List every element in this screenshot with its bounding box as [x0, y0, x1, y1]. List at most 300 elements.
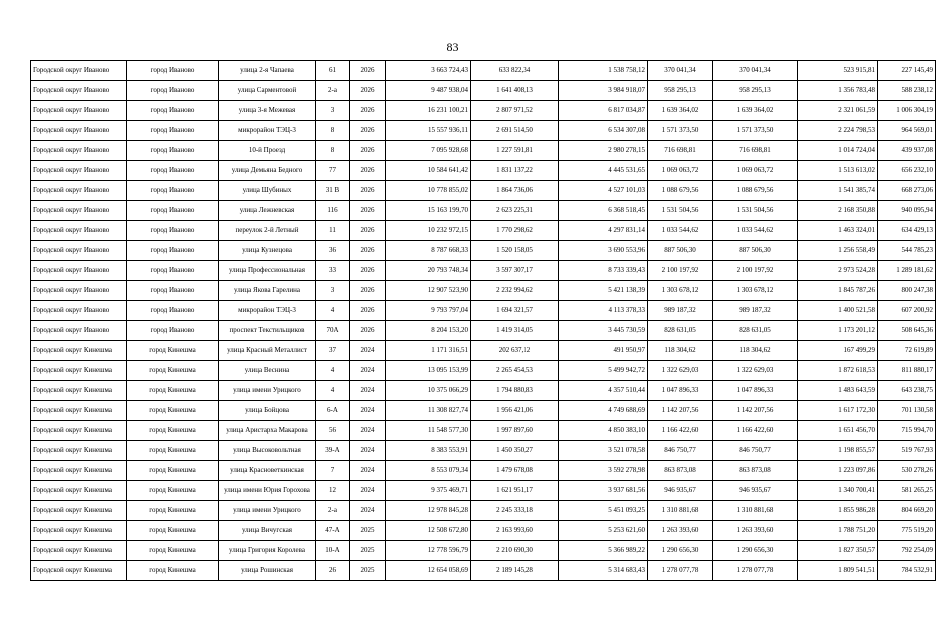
- cell-value-2: 1 770 298,62: [471, 221, 559, 241]
- cell-total-cost: 10 232 972,15: [386, 221, 471, 241]
- table-row: [31, 541, 936, 561]
- cell-value-6: 1 223 097,86: [798, 461, 878, 481]
- cell-street: улица имени Урицкого: [219, 381, 316, 401]
- cell-value-2: 1 794 880,83: [471, 381, 559, 401]
- cell-value-3: 5 451 093,25: [559, 501, 648, 521]
- cell-okrug: Городской округ Кинешма: [31, 421, 127, 441]
- table-body: [31, 61, 936, 581]
- cell-street: улица Рошинская: [219, 561, 316, 581]
- cell-house: 4: [316, 301, 350, 321]
- cell-house: 4: [316, 361, 350, 381]
- cell-house: 3: [316, 101, 350, 121]
- cell-city: город Кинешма: [127, 461, 219, 481]
- cell-house: 3: [316, 281, 350, 301]
- cell-value-6: 1 173 201,12: [798, 321, 878, 341]
- cell-house: 77: [316, 161, 350, 181]
- cell-value-6: 2 973 524,28: [798, 261, 878, 281]
- cell-value-7: 715 994,70: [878, 421, 936, 441]
- cell-okrug: Городской округ Кинешма: [31, 501, 127, 521]
- cell-house: 37: [316, 341, 350, 361]
- cell-total-cost: 12 654 058,69: [386, 561, 471, 581]
- cell-value-7: 656 232,10: [878, 161, 936, 181]
- cell-value-7: 940 095,94: [878, 201, 936, 221]
- cell-house: 26: [316, 561, 350, 581]
- cell-value-5: 958 295,13: [713, 81, 798, 101]
- cell-value-6: 1 198 855,57: [798, 441, 878, 461]
- cell-value-4: 1 639 364,02: [648, 101, 713, 121]
- cell-okrug: Городской округ Иваново: [31, 201, 127, 221]
- cell-total-cost: 8 383 553,91: [386, 441, 471, 461]
- cell-okrug: Городской округ Иваново: [31, 321, 127, 341]
- cell-year: 2026: [350, 181, 386, 201]
- cell-okrug: Городской округ Иваново: [31, 61, 127, 81]
- cell-value-5: 1 033 544,62: [713, 221, 798, 241]
- table-row: [31, 61, 936, 81]
- cell-value-2: 2 623 225,31: [471, 201, 559, 221]
- cell-year: 2026: [350, 101, 386, 121]
- cell-street: улица Аристарха Макарова: [219, 421, 316, 441]
- cell-value-4: 118 304,62: [648, 341, 713, 361]
- cell-total-cost: 8 787 668,33: [386, 241, 471, 261]
- cell-value-6: 1 463 324,01: [798, 221, 878, 241]
- cell-city: город Иваново: [127, 241, 219, 261]
- cell-value-2: 2 210 690,30: [471, 541, 559, 561]
- cell-house: 47-А: [316, 521, 350, 541]
- cell-value-4: 1 069 063,72: [648, 161, 713, 181]
- cell-house: 70А: [316, 321, 350, 341]
- cell-total-cost: 1 171 316,51: [386, 341, 471, 361]
- cell-value-2: 1 520 158,05: [471, 241, 559, 261]
- cell-city: город Кинешма: [127, 501, 219, 521]
- cell-value-6: 1 256 558,49: [798, 241, 878, 261]
- cell-value-5: 1 322 629,03: [713, 361, 798, 381]
- cell-value-4: 1 166 422,60: [648, 421, 713, 441]
- cell-city: город Кинешма: [127, 401, 219, 421]
- cell-value-7: 800 247,38: [878, 281, 936, 301]
- cell-value-7: 588 238,12: [878, 81, 936, 101]
- cell-value-7: 607 200,92: [878, 301, 936, 321]
- cell-year: 2026: [350, 261, 386, 281]
- cell-okrug: Городской округ Кинешма: [31, 481, 127, 501]
- cell-total-cost: 12 778 596,79: [386, 541, 471, 561]
- table-row: [31, 201, 936, 221]
- cell-house: 12: [316, 481, 350, 501]
- cell-value-4: 716 698,81: [648, 141, 713, 161]
- cell-street: улица Григория Королева: [219, 541, 316, 561]
- cell-value-2: 3 597 307,17: [471, 261, 559, 281]
- cell-total-cost: 15 557 936,11: [386, 121, 471, 141]
- cell-value-2: 2 163 993,60: [471, 521, 559, 541]
- table-row: [31, 461, 936, 481]
- cell-value-7: 439 937,08: [878, 141, 936, 161]
- cell-total-cost: 7 095 928,68: [386, 141, 471, 161]
- cell-value-5: 863 873,08: [713, 461, 798, 481]
- cell-value-6: 1 845 787,26: [798, 281, 878, 301]
- cell-value-5: 1 069 063,72: [713, 161, 798, 181]
- cell-year: 2024: [350, 361, 386, 381]
- cell-value-4: 1 047 896,33: [648, 381, 713, 401]
- cell-street: улица Шубиных: [219, 181, 316, 201]
- cell-value-3: 3 521 078,58: [559, 441, 648, 461]
- cell-value-7: 581 265,25: [878, 481, 936, 501]
- cell-year: 2026: [350, 221, 386, 241]
- cell-value-6: 1 617 172,30: [798, 401, 878, 421]
- cell-year: 2026: [350, 141, 386, 161]
- cell-value-2: 1 694 321,57: [471, 301, 559, 321]
- cell-value-6: 1 340 700,41: [798, 481, 878, 501]
- table-row: [31, 361, 936, 381]
- table-row: [31, 121, 936, 141]
- cell-value-2: 2 189 145,28: [471, 561, 559, 581]
- table-row: [31, 161, 936, 181]
- cell-year: 2025: [350, 541, 386, 561]
- cell-city: город Кинешма: [127, 381, 219, 401]
- cell-value-3: 5 366 989,22: [559, 541, 648, 561]
- cell-value-4: 828 631,05: [648, 321, 713, 341]
- cell-total-cost: 10 778 855,02: [386, 181, 471, 201]
- page-number: 83: [446, 40, 459, 54]
- cell-street: улица Вичугская: [219, 521, 316, 541]
- cell-okrug: Городской округ Кинешма: [31, 401, 127, 421]
- cell-value-3: 4 749 688,69: [559, 401, 648, 421]
- cell-value-7: 643 238,75: [878, 381, 936, 401]
- cell-value-5: 118 304,62: [713, 341, 798, 361]
- table-row: [31, 221, 936, 241]
- cell-value-6: 1 809 541,51: [798, 561, 878, 581]
- cell-value-7: 701 130,58: [878, 401, 936, 421]
- cell-value-4: 863 873,08: [648, 461, 713, 481]
- cell-value-3: 2 980 278,15: [559, 141, 648, 161]
- cell-total-cost: 11 308 827,74: [386, 401, 471, 421]
- cell-street: микрорайон ТЭЦ-3: [219, 121, 316, 141]
- cell-street: улица имени Урицкого: [219, 501, 316, 521]
- cell-value-4: 1 322 629,03: [648, 361, 713, 381]
- cell-year: 2026: [350, 321, 386, 341]
- cell-value-6: 1 855 986,28: [798, 501, 878, 521]
- cell-value-7: 775 519,20: [878, 521, 936, 541]
- cell-street: улица Профессиональная: [219, 261, 316, 281]
- cell-year: 2024: [350, 381, 386, 401]
- cell-okrug: Городской округ Иваново: [31, 101, 127, 121]
- cell-value-5: 2 100 197,92: [713, 261, 798, 281]
- cell-street: микрорайон ТЭЦ-3: [219, 301, 316, 321]
- cell-value-4: 887 506,30: [648, 241, 713, 261]
- cell-value-6: 1 827 350,57: [798, 541, 878, 561]
- cell-city: город Кинешма: [127, 521, 219, 541]
- cell-value-3: 4 850 383,10: [559, 421, 648, 441]
- cell-total-cost: 12 508 672,80: [386, 521, 471, 541]
- cell-value-3: 5 314 683,43: [559, 561, 648, 581]
- cell-city: город Иваново: [127, 201, 219, 221]
- cell-street: улица 3-я Межевая: [219, 101, 316, 121]
- cell-value-3: 5 253 621,60: [559, 521, 648, 541]
- cell-year: 2026: [350, 81, 386, 101]
- cell-value-4: 1 033 544,62: [648, 221, 713, 241]
- cell-value-7: 1 289 181,62: [878, 261, 936, 281]
- table-row: [31, 261, 936, 281]
- cell-value-5: 1 142 207,56: [713, 401, 798, 421]
- cell-value-7: 227 145,49: [878, 61, 936, 81]
- cell-value-2: 1 641 408,13: [471, 81, 559, 101]
- table-row: [31, 441, 936, 461]
- cell-value-2: 2 265 454,53: [471, 361, 559, 381]
- cell-value-7: 792 254,09: [878, 541, 936, 561]
- cell-house: 4: [316, 381, 350, 401]
- cell-house: 11: [316, 221, 350, 241]
- cell-value-2: 2 245 333,18: [471, 501, 559, 521]
- cell-value-2: 2 807 971,52: [471, 101, 559, 121]
- cell-street: улица Лежневская: [219, 201, 316, 221]
- cell-year: 2026: [350, 201, 386, 221]
- cell-street: улица Красноветкинская: [219, 461, 316, 481]
- cell-year: 2026: [350, 161, 386, 181]
- cell-value-7: 634 429,13: [878, 221, 936, 241]
- cell-city: город Иваново: [127, 181, 219, 201]
- cell-year: 2026: [350, 121, 386, 141]
- cell-value-6: 1 014 724,04: [798, 141, 878, 161]
- cell-okrug: Городской округ Иваново: [31, 141, 127, 161]
- cell-value-4: 1 310 881,68: [648, 501, 713, 521]
- cell-value-2: 1 479 678,08: [471, 461, 559, 481]
- cell-value-7: 544 785,23: [878, 241, 936, 261]
- cell-city: город Кинешма: [127, 561, 219, 581]
- cell-value-4: 1 531 504,56: [648, 201, 713, 221]
- cell-value-4: 2 100 197,92: [648, 261, 713, 281]
- cell-city: город Иваново: [127, 141, 219, 161]
- cell-okrug: Городской округ Кинешма: [31, 541, 127, 561]
- cell-total-cost: 15 163 199,70: [386, 201, 471, 221]
- cell-okrug: Городской округ Иваново: [31, 261, 127, 281]
- cell-value-4: 370 041,34: [648, 61, 713, 81]
- cell-value-6: 167 499,29: [798, 341, 878, 361]
- cell-value-2: 1 831 137,22: [471, 161, 559, 181]
- cell-value-5: 846 750,77: [713, 441, 798, 461]
- table-row: [31, 101, 936, 121]
- cell-house: 8: [316, 141, 350, 161]
- cell-total-cost: 20 793 748,34: [386, 261, 471, 281]
- table-row: [31, 401, 936, 421]
- cell-value-5: 1 310 881,68: [713, 501, 798, 521]
- cell-okrug: Городской округ Иваново: [31, 301, 127, 321]
- cell-value-3: 8 733 339,43: [559, 261, 648, 281]
- cell-okrug: Городской округ Кинешма: [31, 521, 127, 541]
- cell-year: 2024: [350, 441, 386, 461]
- table-row: [31, 481, 936, 501]
- cell-value-6: 2 224 798,53: [798, 121, 878, 141]
- cell-year: 2026: [350, 61, 386, 81]
- cell-value-7: 508 645,36: [878, 321, 936, 341]
- cell-city: город Кинешма: [127, 541, 219, 561]
- table-row: [31, 181, 936, 201]
- cell-total-cost: 8 553 079,34: [386, 461, 471, 481]
- cell-value-6: 2 168 350,88: [798, 201, 878, 221]
- cell-value-7: 784 532,91: [878, 561, 936, 581]
- cell-value-3: 3 937 681,56: [559, 481, 648, 501]
- cell-city: город Иваново: [127, 81, 219, 101]
- cell-value-6: 1 872 618,53: [798, 361, 878, 381]
- cell-total-cost: 9 487 938,04: [386, 81, 471, 101]
- cell-house: 8: [316, 121, 350, 141]
- cell-value-6: 2 321 061,59: [798, 101, 878, 121]
- cell-okrug: Городской округ Иваново: [31, 161, 127, 181]
- cell-value-5: 1 047 896,33: [713, 381, 798, 401]
- cell-value-5: 1 290 656,30: [713, 541, 798, 561]
- cell-value-5: 887 506,30: [713, 241, 798, 261]
- table-row: [31, 281, 936, 301]
- cell-total-cost: 13 095 153,99: [386, 361, 471, 381]
- cell-value-2: 2 232 994,62: [471, 281, 559, 301]
- cell-okrug: Городской округ Кинешма: [31, 361, 127, 381]
- cell-value-4: 958 295,13: [648, 81, 713, 101]
- cell-value-7: 811 880,17: [878, 361, 936, 381]
- cell-value-5: 946 935,67: [713, 481, 798, 501]
- cell-value-5: 1 639 364,02: [713, 101, 798, 121]
- cell-value-3: 491 950,97: [559, 341, 648, 361]
- cell-value-4: 989 187,32: [648, 301, 713, 321]
- cell-street: улица Демьяна Бедного: [219, 161, 316, 181]
- cell-city: город Кинешма: [127, 441, 219, 461]
- cell-value-2: 1 419 314,05: [471, 321, 559, 341]
- cell-year: 2026: [350, 301, 386, 321]
- cell-okrug: Городской округ Кинешма: [31, 561, 127, 581]
- table-row: [31, 141, 936, 161]
- cell-city: город Кинешма: [127, 341, 219, 361]
- cell-value-4: 1 263 393,60: [648, 521, 713, 541]
- registry-table: [30, 60, 936, 581]
- cell-value-5: 1 263 393,60: [713, 521, 798, 541]
- cell-value-4: 1 571 373,50: [648, 121, 713, 141]
- cell-city: город Иваново: [127, 121, 219, 141]
- cell-value-3: 1 538 758,12: [559, 61, 648, 81]
- cell-city: город Кинешма: [127, 421, 219, 441]
- table-row: [31, 521, 936, 541]
- cell-street: улица Якова Гарелина: [219, 281, 316, 301]
- cell-value-4: 1 142 207,56: [648, 401, 713, 421]
- cell-value-6: 1 400 521,58: [798, 301, 878, 321]
- cell-value-6: 1 483 643,59: [798, 381, 878, 401]
- cell-value-2: 1 227 591,81: [471, 141, 559, 161]
- cell-value-5: 989 187,32: [713, 301, 798, 321]
- cell-value-4: 1 290 656,30: [648, 541, 713, 561]
- cell-total-cost: 16 231 100,21: [386, 101, 471, 121]
- cell-year: 2024: [350, 401, 386, 421]
- cell-house: 10-А: [316, 541, 350, 561]
- cell-value-5: 1 166 422,60: [713, 421, 798, 441]
- table-row: [31, 321, 936, 341]
- cell-street: улица Красный Металлист: [219, 341, 316, 361]
- cell-total-cost: 12 907 523,90: [386, 281, 471, 301]
- cell-year: 2024: [350, 481, 386, 501]
- cell-total-cost: 11 548 577,30: [386, 421, 471, 441]
- cell-okrug: Городской округ Иваново: [31, 241, 127, 261]
- cell-value-3: 4 113 378,33: [559, 301, 648, 321]
- cell-okrug: Городской округ Кинешма: [31, 461, 127, 481]
- cell-okrug: Городской округ Иваново: [31, 281, 127, 301]
- cell-okrug: Городской округ Иваново: [31, 221, 127, 241]
- cell-house: 36: [316, 241, 350, 261]
- cell-value-7: 668 273,06: [878, 181, 936, 201]
- cell-value-5: 1 278 077,78: [713, 561, 798, 581]
- cell-value-3: 6 534 307,08: [559, 121, 648, 141]
- cell-city: город Кинешма: [127, 361, 219, 381]
- cell-total-cost: 3 663 724,43: [386, 61, 471, 81]
- cell-value-7: 72 619,89: [878, 341, 936, 361]
- cell-value-5: 1 531 504,56: [713, 201, 798, 221]
- cell-value-4: 946 935,67: [648, 481, 713, 501]
- cell-total-cost: 9 793 797,04: [386, 301, 471, 321]
- cell-value-5: 716 698,81: [713, 141, 798, 161]
- cell-city: город Иваново: [127, 261, 219, 281]
- cell-value-3: 5 499 942,72: [559, 361, 648, 381]
- cell-value-3: 4 527 101,03: [559, 181, 648, 201]
- cell-value-5: 1 303 678,12: [713, 281, 798, 301]
- cell-value-7: 804 669,20: [878, 501, 936, 521]
- cell-street: улица Высоковольтная: [219, 441, 316, 461]
- table-row: [31, 561, 936, 581]
- cell-house: 2-а: [316, 501, 350, 521]
- cell-value-2: 2 691 514,50: [471, 121, 559, 141]
- cell-city: город Иваново: [127, 321, 219, 341]
- cell-house: 39-А: [316, 441, 350, 461]
- cell-street: улица Кузнецова: [219, 241, 316, 261]
- cell-house: 61: [316, 61, 350, 81]
- cell-year: 2024: [350, 341, 386, 361]
- cell-okrug: Городской округ Кинешма: [31, 441, 127, 461]
- cell-city: город Иваново: [127, 221, 219, 241]
- cell-value-3: 6 817 034,87: [559, 101, 648, 121]
- table-row: [31, 81, 936, 101]
- cell-value-2: 1 450 350,27: [471, 441, 559, 461]
- cell-value-5: 1 571 373,50: [713, 121, 798, 141]
- cell-value-3: 4 297 831,14: [559, 221, 648, 241]
- cell-value-4: 1 088 679,56: [648, 181, 713, 201]
- cell-street: улица Веснина: [219, 361, 316, 381]
- cell-value-3: 6 368 518,45: [559, 201, 648, 221]
- cell-value-4: 1 278 077,78: [648, 561, 713, 581]
- cell-city: город Иваново: [127, 101, 219, 121]
- cell-value-7: 519 767,93: [878, 441, 936, 461]
- cell-value-5: 370 041,34: [713, 61, 798, 81]
- cell-total-cost: 10 584 641,42: [386, 161, 471, 181]
- cell-street: улица 2-я Чапаева: [219, 61, 316, 81]
- cell-value-3: 5 421 138,39: [559, 281, 648, 301]
- cell-total-cost: 12 978 845,28: [386, 501, 471, 521]
- cell-street: 10-й Проезд: [219, 141, 316, 161]
- cell-value-6: 523 915,81: [798, 61, 878, 81]
- cell-house: 116: [316, 201, 350, 221]
- cell-street: проспект Текстильщиков: [219, 321, 316, 341]
- cell-okrug: Городской округ Кинешма: [31, 381, 127, 401]
- table-row: [31, 301, 936, 321]
- cell-okrug: Городской округ Иваново: [31, 181, 127, 201]
- cell-house: 31 В: [316, 181, 350, 201]
- cell-value-2: 1 956 421,06: [471, 401, 559, 421]
- cell-value-2: 633 822,34: [471, 61, 559, 81]
- cell-total-cost: 10 375 066,29: [386, 381, 471, 401]
- cell-street: улица Бойцова: [219, 401, 316, 421]
- cell-year: 2026: [350, 241, 386, 261]
- cell-value-3: 3 690 553,96: [559, 241, 648, 261]
- cell-year: 2024: [350, 421, 386, 441]
- cell-value-6: 1 541 385,74: [798, 181, 878, 201]
- table-row: [31, 421, 936, 441]
- cell-value-7: 1 006 304,19: [878, 101, 936, 121]
- cell-okrug: Городской округ Иваново: [31, 121, 127, 141]
- table-row: [31, 241, 936, 261]
- cell-city: город Иваново: [127, 161, 219, 181]
- cell-total-cost: 8 204 153,20: [386, 321, 471, 341]
- cell-value-5: 828 631,05: [713, 321, 798, 341]
